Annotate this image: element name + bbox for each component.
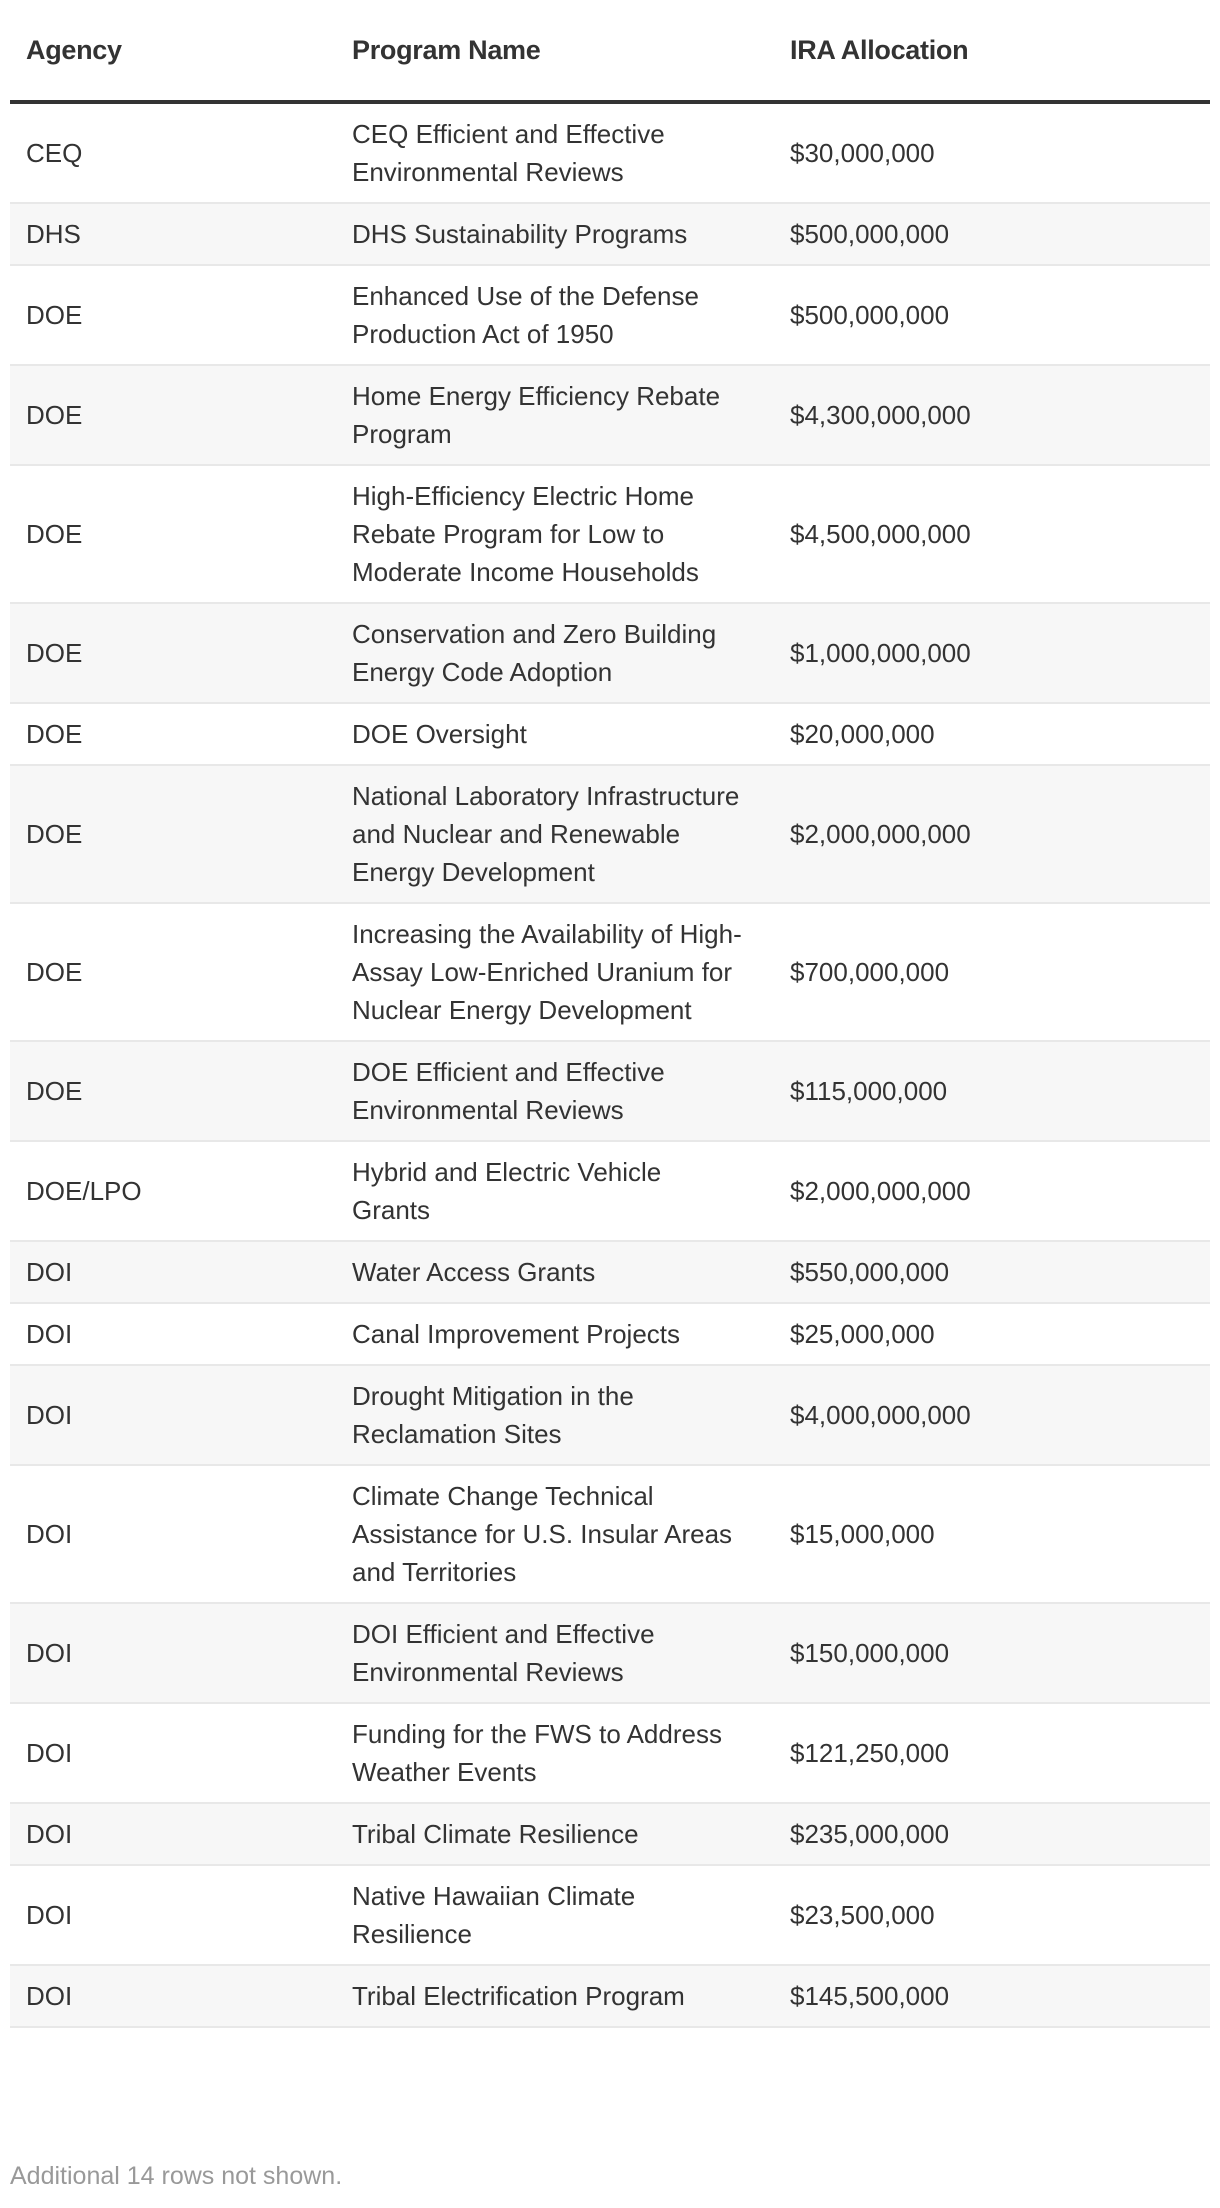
allocation-cell: $4,300,000,000 [774, 365, 1210, 465]
allocation-cell: $30,000,000 [774, 102, 1210, 203]
table-body [10, 102, 1210, 2027]
program-name-cell: Native Hawaiian Climate Resilience [336, 1865, 774, 1965]
program-name-cell: Hybrid and Electric Vehicle Grants [336, 1141, 774, 1241]
agency-cell: DOE [10, 765, 336, 903]
agency-cell: DOI [10, 1303, 336, 1365]
table-row [10, 102, 1210, 203]
agency-cell: DOI [10, 1365, 336, 1465]
agency-cell: DOE [10, 465, 336, 603]
program-name-cell: Home Energy Efficiency Rebate Program [336, 365, 774, 465]
table-row [10, 365, 1210, 465]
program-name-cell: Tribal Electrification Program [336, 1965, 774, 2027]
table-row [10, 1803, 1210, 1865]
agency-cell: DOE [10, 265, 336, 365]
program-name-cell: CEQ Efficient and Effective Environmental Reviews [336, 102, 774, 203]
table-row [10, 1141, 1210, 1241]
allocation-cell: $500,000,000 [774, 203, 1210, 265]
table-header [10, 0, 1210, 102]
agency-cell: DOE [10, 603, 336, 703]
program-name-cell: Climate Change Technical Assistance for U.S. Insular Areas and Territories [336, 1465, 774, 1603]
program-name-cell: DOE Efficient and Effective Environmental Reviews [336, 1041, 774, 1141]
agency-cell: DOE [10, 365, 336, 465]
table-row [10, 1603, 1210, 1703]
agency-cell: DOE [10, 703, 336, 765]
allocation-cell: $23,500,000 [774, 1865, 1210, 1965]
allocation-cell: $15,000,000 [774, 1465, 1210, 1603]
agency-cell: DHS [10, 203, 336, 265]
allocation-cell: $115,000,000 [774, 1041, 1210, 1141]
program-name-cell: Funding for the FWS to Address Weather Events [336, 1703, 774, 1803]
agency-cell: DOI [10, 1803, 336, 1865]
program-name-cell: Drought Mitigation in the Reclamation Sites [336, 1365, 774, 1465]
program-name-cell: National Laboratory Infrastructure and Nuclear and Renewable Energy Development [336, 765, 774, 903]
table-row [10, 603, 1210, 703]
ira-allocation-table [10, 0, 1210, 2028]
allocation-cell: $1,000,000,000 [774, 603, 1210, 703]
program-name-cell: High-Efficiency Electric Home Rebate Program for Low to Moderate Income Households [336, 465, 774, 603]
header-program-name[interactable]: Program Name [336, 0, 774, 102]
program-name-cell: Enhanced Use of the Defense Production Act of 1950 [336, 265, 774, 365]
table-row [10, 1303, 1210, 1365]
table-row [10, 903, 1210, 1041]
agency-cell: DOE/LPO [10, 1141, 336, 1241]
program-name-cell: Conservation and Zero Building Energy Code Adoption [336, 603, 774, 703]
table-row [10, 703, 1210, 765]
allocation-cell: $550,000,000 [774, 1241, 1210, 1303]
allocation-cell: $4,500,000,000 [774, 465, 1210, 603]
program-name-cell: DHS Sustainability Programs [336, 203, 774, 265]
program-name-cell: Canal Improvement Projects [336, 1303, 774, 1365]
agency-cell: DOI [10, 1865, 336, 1965]
table-row [10, 765, 1210, 903]
agency-cell: DOI [10, 1241, 336, 1303]
table-row [10, 1465, 1210, 1603]
allocation-cell: $150,000,000 [774, 1603, 1210, 1703]
table-row [10, 203, 1210, 265]
program-name-cell: Increasing the Availability of High-Assay Low-Enriched Uranium for Nuclear Energy Development [336, 903, 774, 1041]
header-ira-allocation[interactable]: IRA Allocation [774, 0, 1210, 102]
program-name-cell: Water Access Grants [336, 1241, 774, 1303]
table-row [10, 265, 1210, 365]
table-row [10, 1703, 1210, 1803]
allocation-cell: $4,000,000,000 [774, 1365, 1210, 1465]
header-agency[interactable]: Agency [10, 0, 336, 102]
allocation-cell: $235,000,000 [774, 1803, 1210, 1865]
program-name-cell: Tribal Climate Resilience [336, 1803, 774, 1865]
allocation-cell: $2,000,000,000 [774, 765, 1210, 903]
allocation-cell: $145,500,000 [774, 1965, 1210, 2027]
table-row [10, 1041, 1210, 1141]
table-row [10, 1965, 1210, 2027]
allocation-cell: $121,250,000 [774, 1703, 1210, 1803]
program-name-cell: DOE Oversight [336, 703, 774, 765]
agency-cell: DOE [10, 903, 336, 1041]
allocation-cell: $700,000,000 [774, 903, 1210, 1041]
agency-cell: DOI [10, 1603, 336, 1703]
agency-cell: DOI [10, 1965, 336, 2027]
allocation-cell: $500,000,000 [774, 265, 1210, 365]
program-name-cell: DOI Efficient and Effective Environmental Reviews [336, 1603, 774, 1703]
table-row [10, 1365, 1210, 1465]
rows-not-shown-note: Additional 14 rows not shown. [10, 2162, 343, 2190]
allocation-table-container [10, 0, 1210, 2028]
agency-cell: DOI [10, 1465, 336, 1603]
header-row [10, 0, 1210, 102]
allocation-cell: $20,000,000 [774, 703, 1210, 765]
agency-cell: DOE [10, 1041, 336, 1141]
agency-cell: CEQ [10, 102, 336, 203]
table-row [10, 1865, 1210, 1965]
table-row [10, 1241, 1210, 1303]
agency-cell: DOI [10, 1703, 336, 1803]
table-row [10, 465, 1210, 603]
allocation-cell: $25,000,000 [774, 1303, 1210, 1365]
allocation-cell: $2,000,000,000 [774, 1141, 1210, 1241]
